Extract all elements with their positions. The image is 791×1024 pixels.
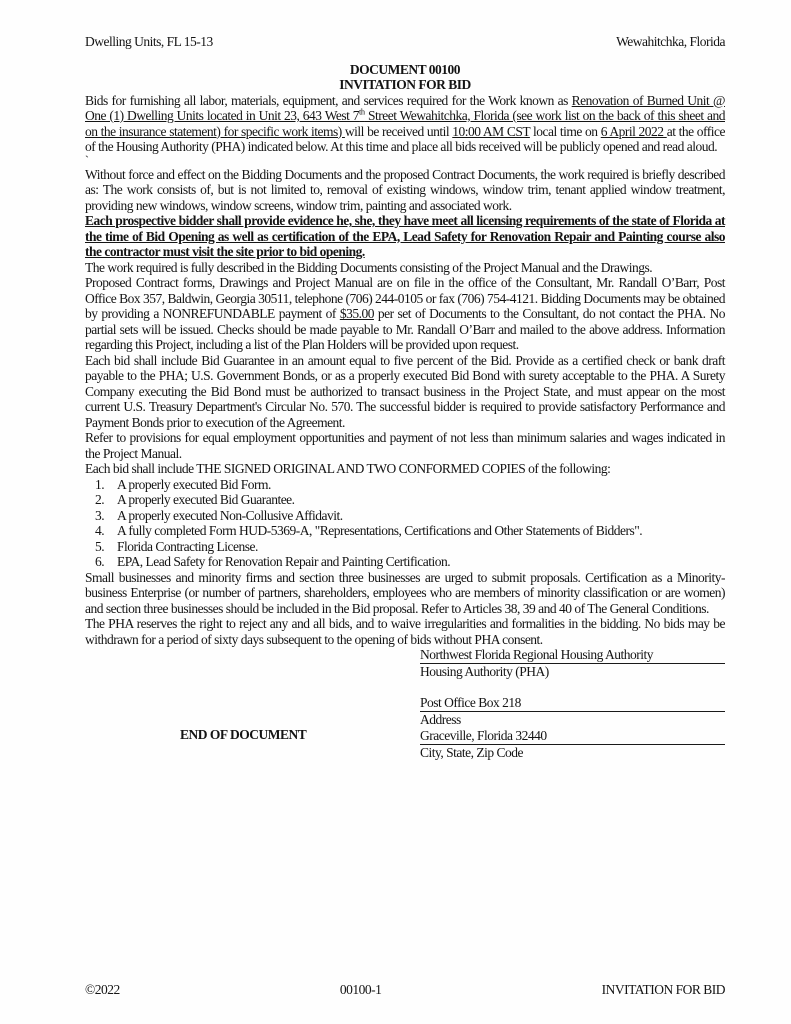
ordinal-superscript: th <box>359 107 365 117</box>
list-item-text: EPA, Lead Safety for Renovation Repair and Painting Certification. <box>117 554 451 569</box>
footer-copyright: ©2022 <box>85 982 120 997</box>
paragraph-pha-rights: The PHA reserves the right to reject any and all bids, and to waive irregularities and formalities in the bidding. No bids may be withdrawn for a period of sixty days subsequent to the opening of bids without PHA consent. <box>85 616 725 647</box>
p1-segment: Bids for furnishing all labor, materials, equipment, and services required for the Work known as <box>85 92 572 108</box>
checklist-intro: Each bid shall include THE SIGNED ORIGINAL AND TWO CONFORMED COPIES of the following: <box>85 461 611 476</box>
header-row <box>85 34 725 50</box>
signature-address-label: Address <box>420 712 461 727</box>
list-item-number: 1. <box>95 476 105 492</box>
list-item-text: A fully completed Form HUD-5369-A, "Representations, Certifications and Other Statements of Bidders". <box>117 523 643 538</box>
signature-address-value: Post Office Box 218 <box>420 695 725 712</box>
list-item <box>85 539 725 555</box>
paragraph-work-description: Without force and effect on the Bidding Documents and the proposed Contract Documents, the work required is briefly described as: The work consists of, but is not limited to, removal of existing windows, window trim, tenant applied window treatment, providing new windows, window screens, window trim, painting and associated work. <box>85 166 725 213</box>
list-item-number: 6. <box>95 554 105 569</box>
p1-segment: Street Wewahitchka, Florida (see work list on the back of this sheet and on the insurance statement) for specific work items) <box>85 108 725 139</box>
signature-block <box>420 647 725 761</box>
list-item <box>85 554 725 570</box>
p5-segment: per set of Documents to the Consultant, do not contact the PHA. No partial sets will be issued. Checks should be made payable to Mr. Randall O’Barr and mailed to the above address. Information regarding this Project, including a list of the Plan Holders will be provided upon request. <box>85 306 725 352</box>
stray-tick-mark: ` <box>85 152 89 167</box>
paragraph-work-fully-described: The work required is fully described in the Bidding Documents consisting of the Project Manual and the Drawings. <box>85 259 653 275</box>
p1-time-underlined: 10:00 AM CST <box>452 123 530 139</box>
list-item-number: 4. <box>95 523 105 538</box>
p1-segment: Renovation of Burned Unit @ One (1) Dwelling Units located in Unit 23, 643 West 7 <box>85 92 725 123</box>
header-project-id: Dwelling Units, FL 15-13 <box>85 34 213 49</box>
document-name: INVITATION FOR BID <box>339 77 471 92</box>
list-item-number: 3. <box>95 507 105 523</box>
list-item <box>85 508 725 524</box>
header-location: Wewahitchka, Florida <box>616 34 725 49</box>
paragraph-bid-receipt <box>85 93 725 155</box>
paragraph-small-businesses: Small businesses and minority firms and section three businesses are urged to submit proposals. Certification as a Minority-business Enterprise (or number of partners, shareholders, employees who are members of minority classification or are women) and section three businesses should be included in the Bid proposal. Refer to Articles 38, 39 and 40 of The General Conditions. <box>85 569 725 616</box>
bid-checklist <box>85 477 725 570</box>
list-item-text: A properly executed Non-Collusive Affidavit. <box>117 507 343 523</box>
list-item-text: A properly executed Bid Guarantee. <box>117 492 295 507</box>
paragraph-equal-employment: Refer to provisions for equal employment opportunities and payment of not less than minimum salaries and wages indicated in the Project Manual. <box>85 430 725 461</box>
p1-segment: local time on <box>529 123 601 139</box>
paragraph-licensing-requirements: Each prospective bidder shall provide evidence he, she, they have meet all licensing requirements of the state of Florida at the time of Bid Opening as well as certification of the EPA, Lead Safety for Renovation Repair and Painting course also the contractor must visit the site prior to bid opening. <box>85 213 725 259</box>
list-item <box>85 523 725 539</box>
p5-segment: Proposed Contract forms, Drawings and Project Manual are on file in the office of the Consultant, Mr. Randall O’Barr, Post Office Box 357, Baldwin, Georgia 30511, telephone (706) 244-0105 or fax (706) 754-4121. Bidding Documents may be obtained by providing a NONREFUNDABLE payment of <box>85 275 725 321</box>
footer-row <box>85 982 725 998</box>
list-item-text: A properly executed Bid Form. <box>117 476 271 492</box>
signature-org-name: Northwest Florida Regional Housing Authority <box>420 647 725 664</box>
p1-segment: at the office of the Housing Authority (PHA) indicated below. At this time and place all bids received will be publicly opened and read aloud. <box>85 123 726 154</box>
list-item-text: Florida Contracting License. <box>117 538 258 554</box>
p1-date-underlined: 6 April 2022 <box>600 123 667 139</box>
document-content <box>85 34 725 761</box>
footer-page-number: 00100-1 <box>339 982 382 997</box>
list-item <box>85 492 725 508</box>
signature-city-label: City, State, Zip Code <box>420 745 523 760</box>
footer-doc-title: INVITATION FOR BID <box>601 982 725 997</box>
document-number: DOCUMENT 00100 <box>349 61 461 77</box>
signature-org-label: Housing Authority (PHA) <box>420 664 549 679</box>
list-item-number: 5. <box>95 538 105 554</box>
end-of-document-label: END OF DOCUMENT <box>180 727 307 742</box>
list-item-number: 2. <box>95 492 105 507</box>
p1-segment: will be received until <box>344 123 453 139</box>
p5-payment-underlined: $35.00 <box>339 306 374 321</box>
signature-section <box>85 647 725 761</box>
list-item <box>85 477 725 493</box>
paragraph-contract-forms <box>85 275 725 353</box>
document-title <box>85 62 725 93</box>
paragraph-bid-guarantee: Each bid shall include Bid Guarantee in an amount equal to five percent of the Bid. Provide as a certified check or bank draft payable to the PHA; U.S. Government Bonds, or as a properly executed Bid Bond with surety acceptable to the PHA. A Surety Company executing the Bid Bond must be authorized to transact business in the Project State, and must appear on the most current U.S. Treasury Department's Circular No. 570. The successful bidder is required to provide satisfactory Performance and Payment Bonds prior to execution of the Agreement. <box>85 352 725 430</box>
signature-city-value: Graceville, Florida 32440 <box>420 728 725 745</box>
